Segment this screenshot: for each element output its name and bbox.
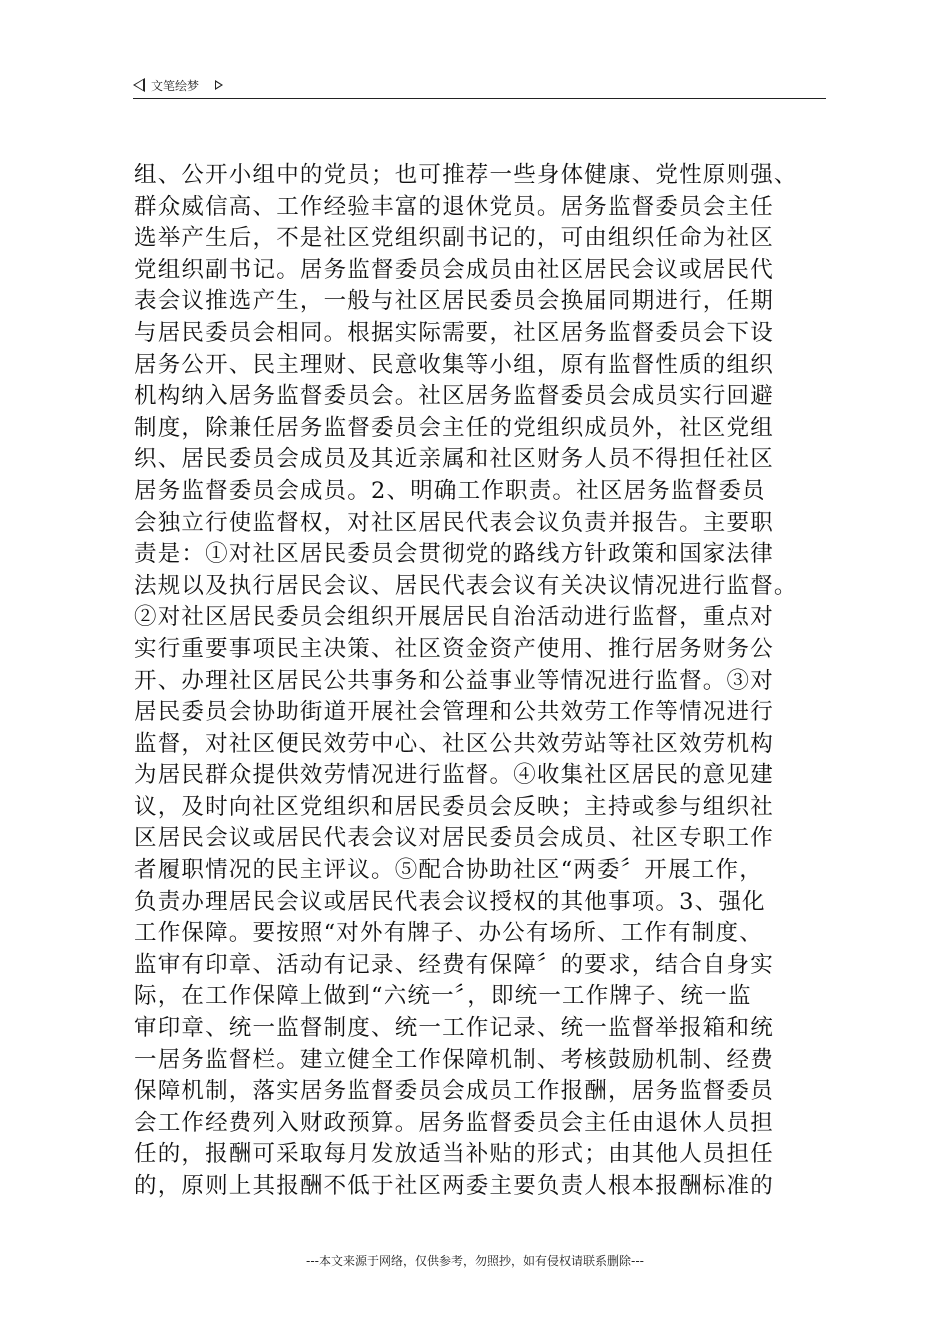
triangle-left-icon (133, 78, 145, 92)
text-line: 负责办理居民会议或居民代表会议授权的其他事项。3、强化 (134, 888, 766, 915)
text-line: 者履职情况的民主评议。⑤配合协助社区“两委〞开展工作， (134, 857, 763, 884)
text-line: 开、办理社区居民公共事务和公益事业等情况进行监督。③对 (134, 667, 774, 694)
triangle-right-icon (215, 80, 223, 90)
text-line: 实行重要事项民主决策、社区资金资产使用、推行居务财务公 (134, 635, 774, 662)
text-line: 议，及时向社区党组织和居民委员会反映；主持或参与组织社 (134, 793, 774, 820)
page-header (133, 74, 223, 96)
text-line: 区居民会议或居民代表会议对居民委员会成员、社区专职工作 (134, 825, 774, 852)
text-line: 组、公开小组中的党员；也可推荐一些身体健康、党性原则强、 (134, 162, 798, 188)
text-line: ②对社区居民委员会组织开展居民自治活动进行监督，重点对 (134, 604, 774, 631)
text-line: 群众威信高、工作经验丰富的退休党员。居务监督委员会主任 (134, 193, 774, 220)
header-divider (133, 98, 826, 99)
text-line: 居务公开、民主理财、民意收集等小组，原有监督性质的组织 (134, 351, 774, 378)
text-line: 织、居民委员会成员及其近亲属和社区财务人员不得担任社区 (134, 446, 774, 473)
text-line: 保障机制，落实居务监督委员会成员工作报酬，居务监督委员 (134, 1078, 774, 1105)
footer-notice: ---本文来源于网络，仅供参考，勿照抄，如有侵权请联系删除--- (306, 1254, 644, 1268)
text-line: 会工作经费列入财政预算。居务监督委员会主任由退休人员担 (134, 1109, 774, 1136)
text-line: 党组织副书记。居务监督委员会成员由社区居民会议或居民代 (134, 256, 774, 283)
text-line: 法规以及执行居民会议、居民代表会议有关决议情况进行监督。 (134, 572, 798, 599)
text-line: 责是：①对社区居民委员会贯彻党的路线方针政策和国家法律 (134, 541, 774, 568)
body-text (134, 160, 834, 1203)
header-title: 文笔绘梦 (151, 78, 200, 93)
text-line: 监审有印章、活动有记录、经费有保障〞的要求，结合自身实 (134, 951, 774, 978)
text-line: 表会议推选产生，一般与社区居民委员会换届同期进行，任期 (134, 288, 774, 315)
text-line: 机构纳入居务监督委员会。社区居务监督委员会成员实行回避 (134, 383, 774, 410)
text-line: 监督，对社区便民效劳中心、社区公共效劳站等社区效劳机构 (134, 730, 774, 757)
text-line: 工作保障。要按照“对外有牌子、办公有场所、工作有制度、 (134, 920, 763, 947)
text-line: 的，原则上其报酬不低于社区两委主要负责人根本报酬标准的 (134, 1173, 774, 1199)
text-line: 居务监督委员会成员。2、明确工作职责。社区居务监督委员 (134, 477, 766, 504)
text-line: 制度，除兼任居务监督委员会主任的党组织成员外，社区党组 (134, 414, 774, 441)
text-line: 会独立行使监督权，对社区居民代表会议负责并报告。主要职 (134, 509, 774, 536)
text-line: 任的，报酬可采取每月发放适当补贴的形式；由其他人员担任 (134, 1141, 774, 1168)
text-line: 与居民委员会相同。根据实际需要，社区居务监督委员会下设 (134, 319, 774, 346)
text-line: 居民委员会协助街道开展社会管理和公共效劳工作等情况进行 (134, 699, 774, 726)
text-line: 为居民群众提供效劳情况进行监督。④收集社区居民的意见建 (134, 762, 774, 789)
text-line: 审印章、统一监督制度、统一工作记录、统一监督举报箱和统 (134, 1015, 774, 1042)
text-line: 一居务监督栏。建立健全工作保障机制、考核鼓励机制、经费 (134, 1046, 774, 1073)
text-line: 选举产生后，不是社区党组织副书记的，可由组织任命为社区 (134, 225, 774, 252)
text-line: 际，在工作保障上做到“六统一〞，即统一工作牌子、统一监 (134, 983, 752, 1010)
